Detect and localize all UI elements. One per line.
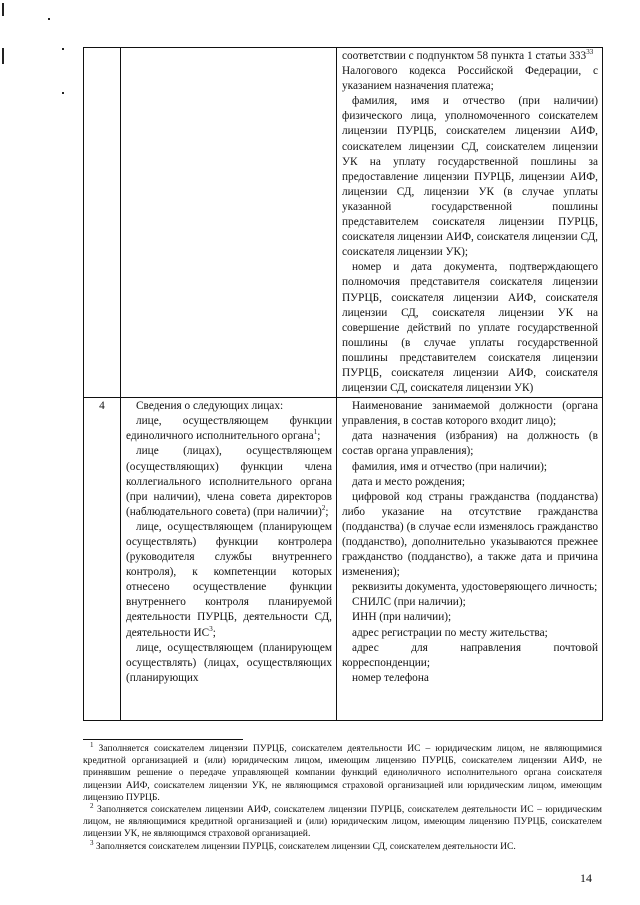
scan-artifact [2,48,4,64]
details-text [337,398,602,687]
scan-artifact [62,48,64,50]
detail-paragraph: Налогового кодекса Российской Федерации, с указанием назначения платежа; [342,65,598,93]
footnote-mark: 2 [90,801,94,810]
item-paragraph: Сведения о следующих лицах: [136,400,284,413]
table-row-continued [84,48,603,398]
item-paragraph: лице, осуществляющем (планирующем осуществлять) (лицах, осуществляющих (планирующих [126,641,332,684]
row-number: 4 [99,400,105,413]
detail-paragraph: фамилия, имя и отчество (при наличии); [352,460,548,473]
detail-paragraph: Наименование занимаемой должности (органа управления, в состав которого входит лицо); [342,400,598,428]
footnote: $^3$ Заполняется соискателем лицензии ПУРЦБ, соискателем лицензии СД, соискателем деятельности ИС. [90,838,516,852]
footnote-ref: 2 [321,504,326,513]
detail-paragraph: дата и место рождения; [352,475,465,488]
detail-paragraph: СНИЛС (при наличии); [352,596,466,609]
details-cell [337,398,603,721]
detail-paragraph: соответствии с подпунктом 58 пункта 1 статьи $333^{33}$ [342,48,594,62]
detail-paragraph: адрес регистрации по месту жительства; [352,626,548,639]
item-paragraph: лице, осуществляющем функции единоличного исполнительного органа$^1$; [126,415,332,443]
details-cell [337,48,603,398]
footnote-mark: 3 [90,838,94,847]
item-text [121,398,336,687]
footnote: $^2$ Заполняется соискателем лицензии АИФ, соискателем лицензии ПУРЦБ, соискателем деятельности ИС – юридическим лицом, не являющимися кредитной организацией и (или) юридическим лицом, имеющим лицензию ПУРЦБ, соискателем лицензии УК, не являющимся страховой организацией. [83,801,602,840]
page-number: 14 [580,871,592,885]
item-paragraph: лице (лицах), осуществляющем (осуществляющих) функции члена коллегиального исполнительного органа (при наличии), члена совета директоров (наблюдательного совета) (при наличии)$^2$; [126,445,332,518]
footnote-ref: 33 [586,48,594,57]
footnote-ref: 1 [313,428,318,437]
number-cell [84,398,121,721]
footnote: $^1$ Заполняется соискателем лицензии ПУРЦБ, соискателем деятельности ИС – юридическим лицом, не являющимися кредитной организацией и (или) юридическим лицом, имеющим лицензию ПУРЦБ, соискателем лицензии АИФ, не принявшим решение о передаче управляющей компании функций единоличного исполнительного органа соискателя лицензии АИФ, соискателем лицензии УК, не являющимся страховой организацией или юридическим лицом, имеющим лицензию ПУРЦБ. [83,740,602,803]
detail-paragraph: цифровой код страны гражданства (подданства) либо указание на отсутствие гражданства (подданства) (в случае если изменялось гражданство (подданство), дополнительно указываются прежнее гражданство (подданство), а также дата и причина изменения); [342,490,598,579]
table-row-4 [84,398,603,721]
detail-paragraph: номер и дата документа, подтверждающего полномочия представителя соискателя лицензии ПУРЦБ, соискателя лицензии АИФ, соискателя лицензии СД, соискателя лицензии УК на совершение действий по уплате государственной пошлины (в случае уплаты государственной пошлины представителем соискателя лицензии ПУРЦБ, соискателя лицензии АИФ, соискателя лицензии СД, соискателя лицензии УК) [342,261,598,395]
detail-paragraph: реквизиты документа, удостоверяющего личность; [352,581,598,594]
footnote-separator [83,739,243,740]
detail-paragraph: дата назначения (избрания) на должность (в состав органа управления); [342,430,598,458]
scan-artifact [62,92,64,94]
footnote-ref: 3 [209,624,213,633]
scan-artifact [48,18,50,20]
scan-artifact [2,3,4,16]
requirements-table [83,47,603,721]
detail-paragraph: ИНН (при наличии); [352,611,452,624]
detail-paragraph: номер телефона [352,671,429,684]
item-paragraph: лице, осуществляющем (планирующем осуществлять) функции контролера (руководителя службы внутреннего контроля), к компетенции которых отнесено осуществление функции внутреннего контроля планируемой деятельности ПУРЦБ, деятельности СД, деятельности $ИС^3$; [126,520,332,639]
footnotes [83,740,602,853]
footnote-mark: 1 [90,740,94,749]
details-text [337,48,602,397]
number-cell [84,48,121,398]
detail-paragraph: фамилия, имя и отчество (при наличии) физического лица, уполномоченного соискателем лицензии ПУРЦБ, соискателем лицензии АИФ, соискателем лицензии СД, соискателем лицензии УК на уплату государственной пошлины за предоставление лицензии ПУРЦБ, лицензии АИФ, лицензии СД, лицензии УК (в случае уплаты указанной государственной пошлины представителем соискателя лицензии ПУРЦБ, соискателя лицензии АИФ, соискателя лицензии СД, соискателя лицензии УК); [342,95,598,259]
item-cell [121,398,337,721]
item-cell [121,48,337,398]
detail-paragraph: адрес для направления почтовой корреспонденции; [342,641,598,669]
